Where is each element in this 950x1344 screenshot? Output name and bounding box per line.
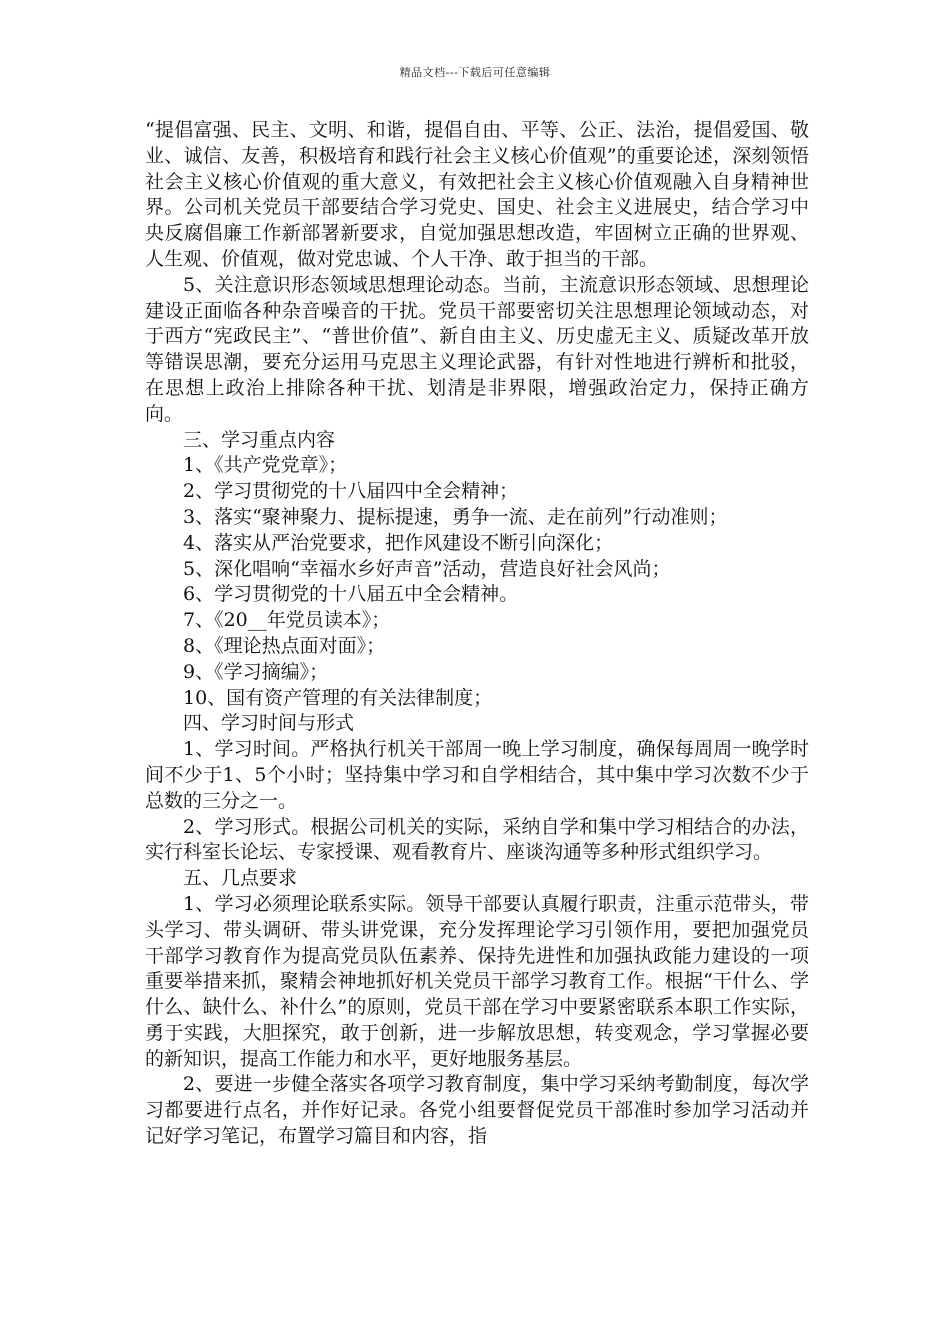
section-heading: 四、学习时间与形式 (183, 712, 355, 735)
paragraph: 2、学习形式。根据公司机关的实际，采纳自学和集中学习相结合的办法，实行科室长论坛、专家授课、观看教育片、座谈沟通等多种形式组织学习。 (145, 815, 809, 864)
list-item: 4、落实从严治党要求，把作风建设不断引向深化； (183, 531, 614, 554)
list-item: 2、学习贯彻党的十八届四中全会精神； (183, 480, 519, 503)
list-item: 6、学习贯彻党的十八届五中全会精神。 (183, 583, 519, 606)
list-item: 8、《理论热点面对面》； (183, 634, 386, 657)
document-body (145, 118, 809, 1150)
list-item: 3、落实“聚神聚力、提标提速，勇争一流、走在前列”行动准则； (183, 505, 728, 528)
list-item: 1、《共产党党章》； (183, 454, 348, 477)
paragraph: 2、要进一步健全落实各项学习教育制度，集中学习采纳考勤制度，每次学习都要进行点名，并作好记录。各党小组要督促党员干部准时参加学习活动并记好学习笔记，布置学习篇目和内容，指 (145, 1073, 809, 1148)
paragraph: “提倡富强、民主、文明、和谐，提倡自由、平等、公正、法治，提倡爱国、敬业、诚信、友善，积极培育和践行社会主义核心价值观”的重要论述，深刻领悟社会主义核心价值观的重大意义，有效把社会主义核心价值观融入自身精神世界。公司机关党员干部要结合学习党史、国史、社会主义进展史，结合学习中央反腐倡廉工作新部署新要求，自觉加强思想改造，牢固树立正确的世界观、人生观、价值观，做对党忠诚、个人干净、敢于担当的干部。 (145, 119, 809, 270)
list-item: 5、深化唱响“幸福水乡好声音”活动，营造良好社会风尚； (183, 557, 671, 580)
page-header: 精品文档---下载后可任意编辑 (399, 66, 551, 79)
section-heading: 三、学习重点内容 (183, 428, 336, 451)
paragraph: 1、学习必须理论联系实际。领导干部要认真履行职责，注重示范带头，带头学习、带头调研、带头讲党课，充分发挥理论学习引领作用，要把加强党员干部学习教育作为提高党员队伍素养、保持先进性和加强执政能力建设的一项重要举措来抓，聚精会神地抓好机关党员干部学习教育工作。根据“干什么、学什么、缺什么、补什么”的原则，党员干部在学习中要紧密联系本职工作实际，勇于实践，大胆探究，敢于创新，进一步解放思想，转变观念，学习掌握必要的新知识，提高工作能力和水平，更好地服务基层。 (145, 892, 809, 1070)
list-item: 7、《20__年党员读本》； (183, 609, 391, 632)
paragraph: 5、关注意识形态领域思想理论动态。当前，主流意识形态领域、思想理论建设正面临各种杂音噪音的干扰。党员干部要密切关注思想理论领域动态，对于西方“宪政民主”、“普世价值”、新自由主义、历史虚无主义、质疑改革开放等错误思潮，要充分运用马克思主义理论武器，有针对性地进行辨析和批驳，在思想上政治上排除各种干扰、划清是非界限，增强政治定力，保持正确方向。 (145, 273, 809, 425)
list-item: 9、《学习摘编》； (183, 660, 329, 683)
list-item: 10、国有资产管理的有关法律制度； (183, 686, 493, 709)
paragraph: 1、学习时间。严格执行机关干部周一晚上学习制度，确保每周周一晚学时间不少于1、5个小时；坚持集中学习和自学相结合，其中集中学习次数不少于总数的三分之一。 (145, 738, 809, 812)
section-heading: 五、几点要求 (183, 867, 298, 890)
